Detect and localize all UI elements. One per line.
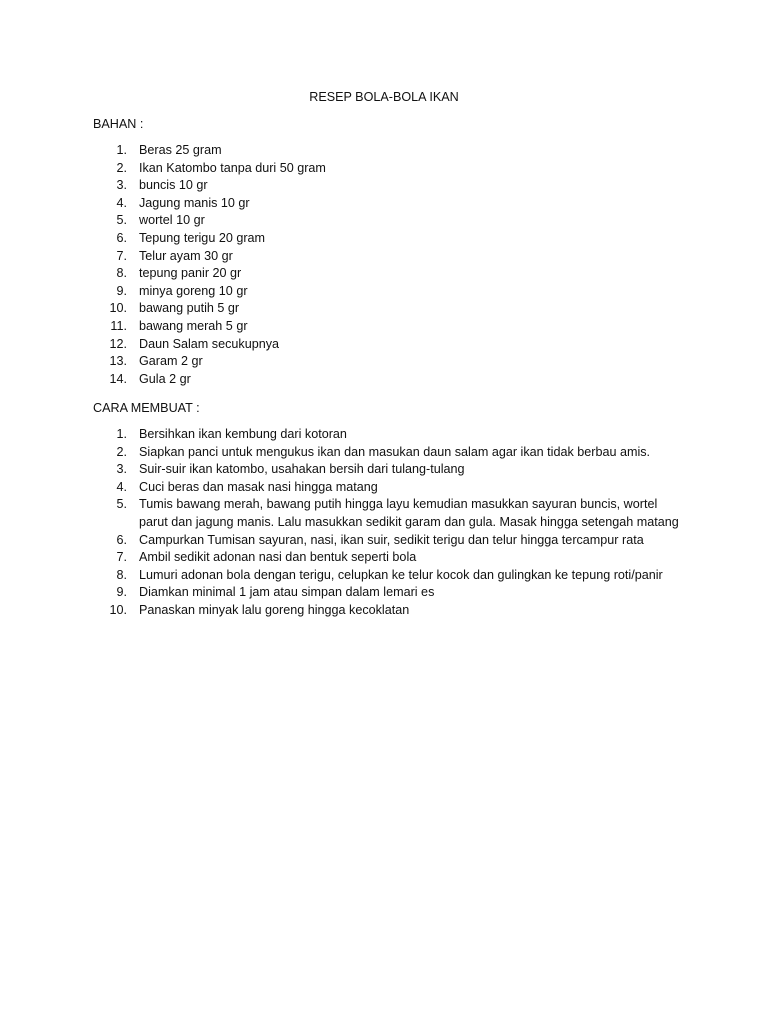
list-item-number: 3. (116, 462, 127, 477)
list-item-number: 13. (109, 354, 127, 369)
list-item (93, 318, 683, 336)
list-item-text: Panaskan minyak lalu goreng hingga kecoklatan (139, 602, 410, 617)
list-item-number: 5. (116, 213, 127, 228)
list-item-number: 11. (110, 318, 127, 333)
list-item (93, 212, 683, 230)
list-item-text: tepung panir 20 gr (139, 266, 242, 281)
list-item-number: 8. (116, 266, 127, 281)
list-item (93, 444, 683, 462)
list-item (93, 549, 683, 567)
bahan-list (93, 142, 683, 388)
list-item-text: Diamkan minimal 1 jam atau simpan dalam lemari es (139, 585, 435, 600)
list-item (93, 461, 683, 479)
list-item (93, 177, 683, 195)
list-item-number: 6. (116, 230, 127, 245)
list-item-text: Cuci beras dan masak nasi hingga matang (139, 479, 378, 494)
list-item-text: buncis 10 gr (139, 178, 208, 193)
list-item-number: 4. (116, 479, 127, 494)
cara-heading: CARA MEMBUAT : (93, 401, 200, 415)
list-item-text: Tumis bawang merah, bawang putih hingga layu kemudian masukkan sayuran buncis, wortel parut dan jagung manis. Lalu masukkan sedikit garam dan gula. Masak hingga setengah matang (139, 497, 679, 529)
list-item-text: Lumuri adonan bola dengan terigu, celupkan ke telur kocok dan gulingkan ke tepung roti/panir (139, 567, 663, 582)
list-item-text: bawang merah 5 gr (139, 318, 248, 333)
list-item-text: Bersihkan ikan kembung dari kotoran (139, 427, 347, 441)
list-item (93, 532, 683, 550)
list-item-number: 10. (109, 602, 127, 617)
list-item-text: Beras 25 gram (139, 143, 222, 157)
bahan-heading: BAHAN : (93, 117, 144, 131)
list-item (93, 479, 683, 497)
list-item (93, 142, 683, 160)
list-item-number: 9. (116, 283, 127, 298)
list-item-text: Siapkan panci untuk mengukus ikan dan masukan daun salam agar ikan tidak berbau amis. (139, 444, 651, 459)
list-item-number: 8. (116, 567, 127, 582)
list-item (93, 265, 683, 283)
list-item (93, 248, 683, 266)
list-item-text: Tepung terigu 20 gram (139, 230, 266, 245)
list-item-number: 3. (116, 178, 127, 193)
list-item (93, 496, 683, 531)
list-item-text: Jagung manis 10 gr (139, 195, 250, 210)
list-item-text: Suir-suir ikan katombo, usahakan bersih dari tulang-tulang (139, 462, 465, 477)
list-item-number: 1. (116, 427, 127, 441)
list-item (93, 230, 683, 248)
list-item (93, 584, 683, 602)
list-item-text: bawang putih 5 gr (139, 301, 240, 316)
list-item-number: 14. (109, 371, 127, 386)
list-item-number: 6. (116, 532, 127, 547)
list-item-number: 7. (116, 248, 127, 263)
list-item (93, 426, 683, 444)
list-item-text: minya goreng 10 gr (139, 283, 248, 298)
list-item (93, 567, 683, 585)
cara-list (93, 426, 683, 620)
list-item-text: Garam 2 gr (139, 354, 203, 369)
list-item-number: 1. (116, 143, 127, 157)
list-item (93, 160, 683, 178)
list-item-text: wortel 10 gr (139, 213, 205, 228)
list-item (93, 371, 683, 389)
list-item-text: Gula 2 gr (139, 371, 191, 386)
list-item-number: 5. (116, 497, 127, 512)
list-item-number: 9. (116, 585, 127, 600)
list-item (93, 283, 683, 301)
list-item-number: 4. (116, 195, 127, 210)
list-item-number: 12. (109, 336, 127, 351)
list-item-number: 10. (109, 301, 127, 316)
list-item-text: Daun Salam secukupnya (139, 336, 280, 351)
list-item (93, 336, 683, 354)
list-item (93, 300, 683, 318)
list-item-text: Ambil sedikit adonan nasi dan bentuk seperti bola (139, 550, 417, 565)
list-item-text: Campurkan Tumisan sayuran, nasi, ikan suir, sedikit terigu dan telur hingga tercampur rata (139, 532, 644, 547)
list-item-number: 7. (116, 550, 127, 565)
list-item (93, 353, 683, 371)
list-item-text: Telur ayam 30 gr (139, 248, 233, 263)
list-item-number: 2. (116, 160, 127, 175)
list-item (93, 195, 683, 213)
document-title: RESEP BOLA-BOLA IKAN (309, 90, 459, 104)
list-item-text: Ikan Katombo tanpa duri 50 gram (139, 160, 326, 175)
list-item (93, 602, 683, 620)
list-item-number: 2. (116, 444, 127, 459)
